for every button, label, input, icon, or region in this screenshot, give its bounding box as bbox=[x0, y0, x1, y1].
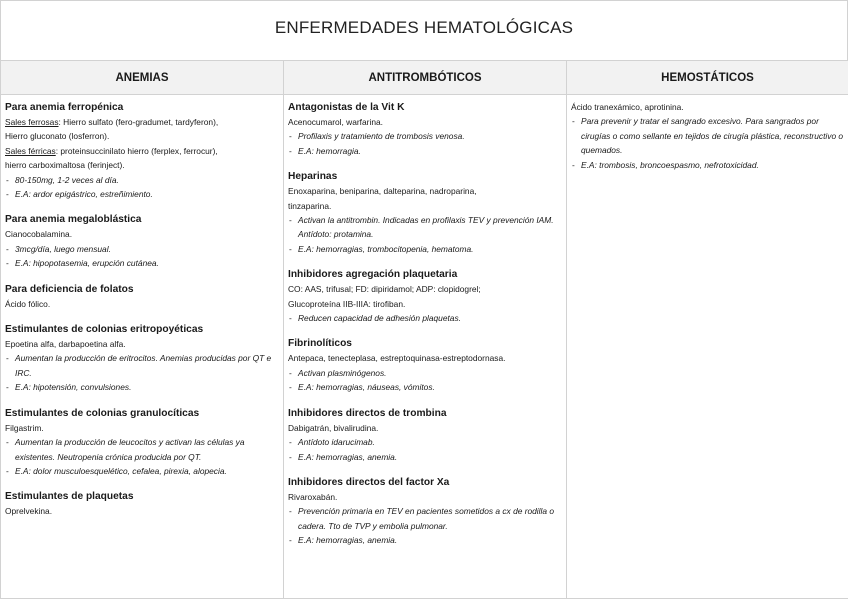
bullet-item: - Activan plasminógenos. bbox=[288, 366, 562, 380]
section-deficiencia-folatos bbox=[5, 282, 279, 311]
section-inhibidores-factor-xa bbox=[288, 475, 562, 548]
section-agregacion-plaquetaria bbox=[288, 267, 562, 325]
section-title: Para anemia megaloblástica bbox=[5, 214, 142, 226]
text-line: Enoxaparina, beniparina, dalteparina, nadroparina, bbox=[288, 186, 477, 197]
page-title: ENFERMEDADES HEMATOLÓGICAS bbox=[274, 18, 574, 37]
text-line: Rivaroxabán. bbox=[288, 491, 338, 502]
column-anemias bbox=[1, 95, 284, 599]
bullet-item: - E.A: ardor epigástrico, estreñimiento. bbox=[5, 187, 279, 201]
bullet-item: - 3mcg/día, luego mensual. bbox=[5, 242, 279, 256]
bullet-item: - E.A: hemorragias, náuseas, vómitos. bbox=[288, 380, 562, 394]
bullet-item: - E.A: hemorragia. bbox=[288, 144, 562, 158]
section-title: Inhibidores agregación plaquetaria bbox=[288, 269, 458, 281]
text-line bbox=[5, 144, 279, 158]
column-antitromboticos bbox=[284, 95, 567, 599]
section-colonias-eritropoyeticas bbox=[5, 322, 279, 395]
bullet-item: - Antídoto idarucimab. bbox=[288, 435, 562, 449]
title-box bbox=[0, 0, 848, 60]
section-anemia-ferropenica bbox=[5, 100, 279, 201]
column-hemostaticos bbox=[567, 95, 848, 599]
bullet-item: - E.A: hemorragias, anemia. bbox=[288, 450, 562, 464]
bullet-item: - E.A: dolor musculoesquelético, cefalea, pirexia, alopecia. bbox=[5, 464, 279, 478]
section-anemia-megaloblastica bbox=[5, 212, 279, 270]
text-line: Hierro gluconato (losferron). bbox=[5, 131, 110, 142]
bullet-item: - E.A: trombosis, broncoespasmo, nefrotoxicidad. bbox=[571, 158, 844, 172]
section-inhibidores-trombina bbox=[288, 406, 562, 464]
bullet-item: - 80-150mg, 1-2 veces al día. bbox=[5, 173, 279, 187]
label-sales-ferricas: Sales férricas bbox=[5, 145, 56, 156]
section-title: Antagonistas de la Vit K bbox=[288, 102, 405, 113]
text-line: CO: AAS, trifusal; FD: dipiridamol; ADP: clopidogrel; bbox=[288, 284, 481, 295]
text-line: Cianocobalamina. bbox=[5, 229, 73, 240]
bullet-item: - Profilaxis y tratamiento de trombosis venosa. bbox=[288, 129, 562, 143]
section-title: Estimulantes de colonias eritropoyéticas bbox=[5, 324, 204, 336]
bullet-item: - E.A: hemorragias, anemia. bbox=[288, 533, 562, 547]
text-line: Glucoproteína IIB-IIIA: tirofiban. bbox=[288, 298, 406, 309]
text-line: Ácido fólico. bbox=[5, 298, 51, 309]
section-title: Heparinas bbox=[288, 171, 338, 183]
section-title: Estimulantes de colonias granulocíticas bbox=[5, 407, 200, 419]
bullet-item: - E.A: hipopotasemia, erupción cutánea. bbox=[5, 256, 279, 270]
text-line: Antepaca, tenecteplasa, estreptoquinasa-estreptodornasa. bbox=[288, 353, 506, 364]
text-line: Acenocumarol, warfarina. bbox=[288, 117, 383, 127]
text-line: Epoetina alfa, darbapoetina alfa. bbox=[5, 339, 126, 350]
section-title: Inhibidores directos del factor Xa bbox=[288, 476, 450, 488]
bullet-item: - Reducen capacidad de adhesión plaquetas. bbox=[288, 311, 562, 325]
text-span: : proteinsuccinilato hierro (ferplex, ferrocur), bbox=[55, 145, 218, 156]
section-fibrinoliticos bbox=[288, 336, 562, 394]
bullet-item: - Aumentan la producción de leucocitos y activan las células ya existentes. Neutropenia crónica producida por QT. bbox=[5, 435, 279, 464]
label-sales-ferrosas: Sales ferrosas bbox=[5, 117, 59, 127]
section-title: Para deficiencia de folatos bbox=[5, 283, 134, 295]
text-span: : Hierro sulfato (fero-gradumet, tardyferon), bbox=[58, 117, 219, 127]
text-line: tinzaparina. bbox=[288, 200, 332, 211]
section-antagonistas-vit-k bbox=[288, 100, 562, 158]
section-heparinas bbox=[288, 169, 562, 256]
column-header-antitromboticos: ANTITROMBÓTICOS bbox=[284, 61, 567, 95]
bullet-item: - Prevención primaria en TEV en pacientes sometidos a cx de rodilla o cadera. Tto de TVP y embolia pulmonar. bbox=[288, 504, 562, 533]
text-line: Oprelvekina. bbox=[5, 506, 53, 517]
section-title: Estimulantes de plaquetas bbox=[5, 491, 134, 503]
text-line: Filgastrim. bbox=[5, 422, 44, 433]
drug-table bbox=[0, 60, 848, 599]
section-title: Inhibidores directos de trombina bbox=[288, 407, 447, 419]
text-line: hierro carboximaltosa (ferinject). bbox=[5, 160, 125, 171]
section-title: Fibrinolíticos bbox=[288, 338, 352, 350]
section-hemostaticos bbox=[571, 100, 844, 172]
text-line: Dabigatrán, bivalirudina. bbox=[288, 422, 379, 433]
section-estimulantes-plaquetas bbox=[5, 489, 279, 518]
bullet-item: - E.A: hipotensión, convulsiones. bbox=[5, 380, 279, 394]
section-title: Para anemia ferropénica bbox=[5, 102, 124, 113]
bullet-item: - Para prevenir y tratar el sangrado excesivo. Para sangrados por cirugías o como sellante en tejidos de cirugía plástica, reconstructivo o quemados. bbox=[571, 114, 844, 157]
bullet-item: - Activan la antitrombin. Indicadas en profilaxis TEV y prevención IAM. Antídoto: protamina. bbox=[288, 213, 562, 242]
column-header-hemostaticos: HEMOSTÁTICOS bbox=[567, 61, 848, 95]
text-line bbox=[5, 115, 279, 129]
column-header-anemias: ANEMIAS bbox=[1, 61, 284, 95]
text-line: Ácido tranexámico, aprotinina. bbox=[571, 102, 684, 112]
bullet-item: - Aumentan la producción de eritrocitos. Anemias producidas por QT e IRC. bbox=[5, 351, 279, 380]
section-colonias-granulociticas bbox=[5, 406, 279, 479]
bullet-item: - E.A: hemorragias, trombocitopenia, hematoma. bbox=[288, 242, 562, 256]
